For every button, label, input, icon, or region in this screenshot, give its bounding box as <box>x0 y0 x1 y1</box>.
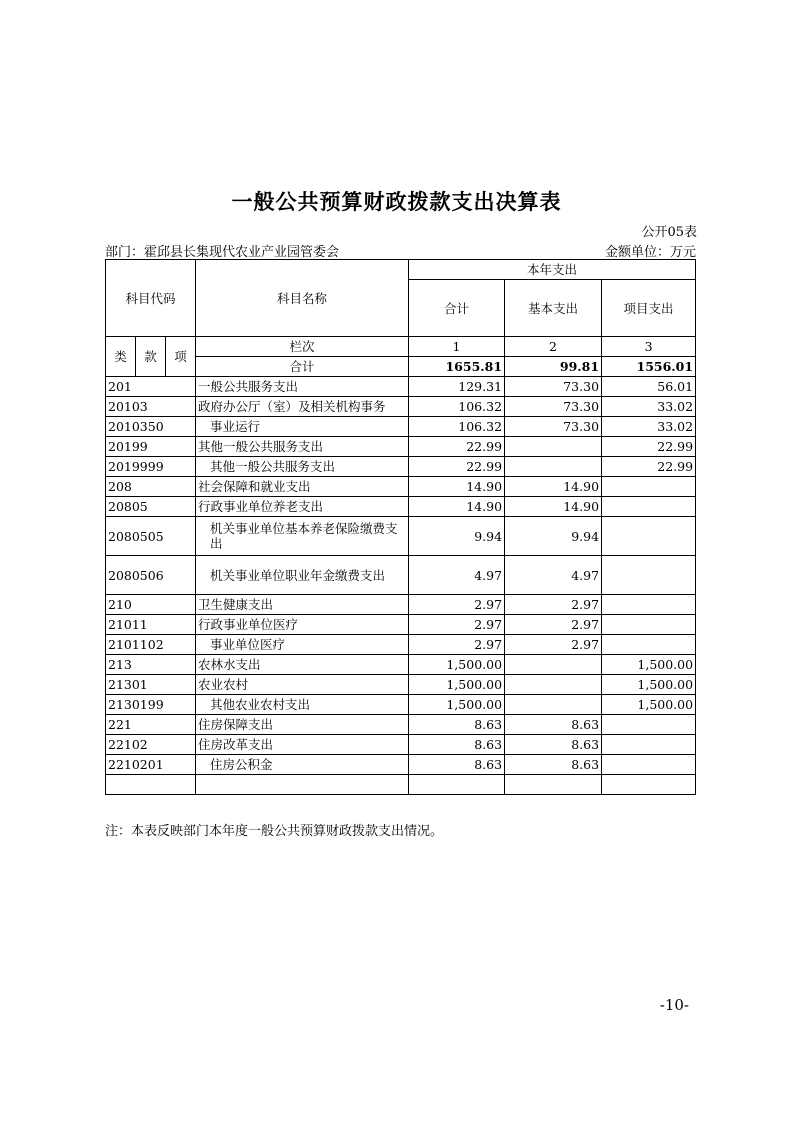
row-total: 106.32 <box>409 417 505 437</box>
row-project <box>602 595 696 615</box>
table-row <box>106 556 696 595</box>
row-total: 14.90 <box>409 477 505 497</box>
row-name: 社会保障和就业支出 <box>196 477 409 497</box>
row-total: 8.63 <box>409 755 505 775</box>
row-basic <box>505 695 602 715</box>
row-name: 其他一般公共服务支出 <box>196 437 409 457</box>
row-name: 农业农村 <box>196 675 409 695</box>
row-code: 22102 <box>106 735 196 755</box>
row-name: 一般公共服务支出 <box>196 377 409 397</box>
row-total: 9.94 <box>409 517 505 556</box>
empty-cell <box>505 775 602 795</box>
row-code: 21301 <box>106 675 196 695</box>
row-total: 129.31 <box>409 377 505 397</box>
row-code: 20805 <box>106 497 196 517</box>
table-row <box>106 397 696 417</box>
summary-basic: 99.81 <box>505 357 602 377</box>
row-project: 22.99 <box>602 437 696 457</box>
header-xiang: 项 <box>166 337 196 377</box>
row-total: 106.32 <box>409 397 505 417</box>
header-col2: 2 <box>505 337 602 357</box>
row-project <box>602 735 696 755</box>
row-name: 行政事业单位医疗 <box>196 615 409 635</box>
row-code: 210 <box>106 595 196 615</box>
row-name: 住房改革支出 <box>196 735 409 755</box>
summary-project: 1556.01 <box>602 357 696 377</box>
table-row <box>106 715 696 735</box>
row-code: 21011 <box>106 615 196 635</box>
page-number: -10- <box>659 996 689 1014</box>
header-kuan: 款 <box>136 337 166 377</box>
row-basic: 8.63 <box>505 735 602 755</box>
row-basic: 2.97 <box>505 635 602 655</box>
header-subject-name: 科目名称 <box>196 260 409 337</box>
row-code: 2019999 <box>106 457 196 477</box>
footnote: 注：本表反映部门本年度一般公共预算财政拨款支出情况。 <box>105 824 444 839</box>
table-row <box>106 635 696 655</box>
row-basic <box>505 457 602 477</box>
row-total: 1,500.00 <box>409 695 505 715</box>
row-project: 1,500.00 <box>602 695 696 715</box>
row-basic: 14.90 <box>505 497 602 517</box>
empty-cell <box>106 775 196 795</box>
row-total: 22.99 <box>409 457 505 477</box>
header-col1: 1 <box>409 337 505 357</box>
row-name: 其他农业农村支出 <box>196 695 409 715</box>
table-row <box>106 457 696 477</box>
row-code: 208 <box>106 477 196 497</box>
row-total: 8.63 <box>409 715 505 735</box>
row-project: 22.99 <box>602 457 696 477</box>
row-code: 2130199 <box>106 695 196 715</box>
row-basic: 14.90 <box>505 477 602 497</box>
header-subject-code: 科目代码 <box>106 260 196 337</box>
row-project: 1,500.00 <box>602 655 696 675</box>
row-code: 2010350 <box>106 417 196 437</box>
header-project: 项目支出 <box>602 280 696 337</box>
table-row <box>106 437 696 457</box>
row-project: 33.02 <box>602 417 696 437</box>
row-name: 机关事业单位基本养老保险缴费支出 <box>196 517 409 556</box>
empty-cell <box>602 775 696 795</box>
row-code: 2101102 <box>106 635 196 655</box>
expenditure-table <box>105 259 696 795</box>
page-title: 一般公共预算财政拨款支出决算表 <box>231 189 562 214</box>
table-row <box>106 595 696 615</box>
row-code: 2210201 <box>106 755 196 775</box>
table-row <box>106 417 696 437</box>
row-basic: 2.97 <box>505 615 602 635</box>
table-row <box>106 735 696 755</box>
row-basic <box>505 655 602 675</box>
row-name: 住房保障支出 <box>196 715 409 735</box>
summary-total: 1655.81 <box>409 357 505 377</box>
department-label: 部门：霍邱县长集现代农业产业园管委会 <box>105 245 340 260</box>
row-code: 20199 <box>106 437 196 457</box>
row-basic: 73.30 <box>505 397 602 417</box>
row-code: 213 <box>106 655 196 675</box>
row-basic: 8.63 <box>505 755 602 775</box>
table-row <box>106 377 696 397</box>
row-project <box>602 556 696 595</box>
row-code: 2080506 <box>106 556 196 595</box>
row-code: 2080505 <box>106 517 196 556</box>
row-total: 1,500.00 <box>409 655 505 675</box>
table-row <box>106 615 696 635</box>
row-project: 1,500.00 <box>602 675 696 695</box>
empty-cell <box>409 775 505 795</box>
row-basic: 9.94 <box>505 517 602 556</box>
row-project <box>602 755 696 775</box>
row-total: 1,500.00 <box>409 675 505 695</box>
row-project <box>602 497 696 517</box>
row-basic <box>505 675 602 695</box>
row-total: 4.97 <box>409 556 505 595</box>
empty-cell <box>196 775 409 795</box>
row-total: 14.90 <box>409 497 505 517</box>
row-project <box>602 477 696 497</box>
row-basic: 73.30 <box>505 377 602 397</box>
table-row <box>106 675 696 695</box>
row-basic: 73.30 <box>505 417 602 437</box>
row-code: 20103 <box>106 397 196 417</box>
row-total: 2.97 <box>409 635 505 655</box>
row-name: 政府办公厅（室）及相关机构事务 <box>196 397 409 417</box>
row-total: 2.97 <box>409 595 505 615</box>
table-row <box>106 695 696 715</box>
table-row <box>106 497 696 517</box>
row-name: 行政事业单位养老支出 <box>196 497 409 517</box>
table-row <box>106 477 696 497</box>
row-basic <box>505 437 602 457</box>
header-lei: 类 <box>106 337 136 377</box>
row-basic: 2.97 <box>505 595 602 615</box>
table-row <box>106 755 696 775</box>
row-name: 事业运行 <box>196 417 409 437</box>
row-project <box>602 517 696 556</box>
row-project: 56.01 <box>602 377 696 397</box>
row-basic: 8.63 <box>505 715 602 735</box>
row-name: 机关事业单位职业年金缴费支出 <box>196 556 409 595</box>
table-row <box>106 655 696 675</box>
form-code: 公开05表 <box>641 225 697 240</box>
row-name: 事业单位医疗 <box>196 635 409 655</box>
header-col3: 3 <box>602 337 696 357</box>
row-name: 卫生健康支出 <box>196 595 409 615</box>
header-total: 合计 <box>409 280 505 337</box>
row-project: 33.02 <box>602 397 696 417</box>
empty-row <box>106 775 696 795</box>
row-project <box>602 635 696 655</box>
row-code: 201 <box>106 377 196 397</box>
summary-label: 合计 <box>196 357 409 377</box>
table-row <box>106 517 696 556</box>
unit-label: 金额单位：万元 <box>604 245 696 260</box>
row-basic: 4.97 <box>505 556 602 595</box>
row-total: 2.97 <box>409 615 505 635</box>
header-current-year: 本年支出 <box>409 260 696 280</box>
row-code: 221 <box>106 715 196 735</box>
row-project <box>602 715 696 735</box>
row-name: 住房公积金 <box>196 755 409 775</box>
row-total: 8.63 <box>409 735 505 755</box>
row-total: 22.99 <box>409 437 505 457</box>
header-column-no: 栏次 <box>196 337 409 357</box>
row-name: 其他一般公共服务支出 <box>196 457 409 477</box>
row-project <box>602 615 696 635</box>
header-basic: 基本支出 <box>505 280 602 337</box>
row-name: 农林水支出 <box>196 655 409 675</box>
